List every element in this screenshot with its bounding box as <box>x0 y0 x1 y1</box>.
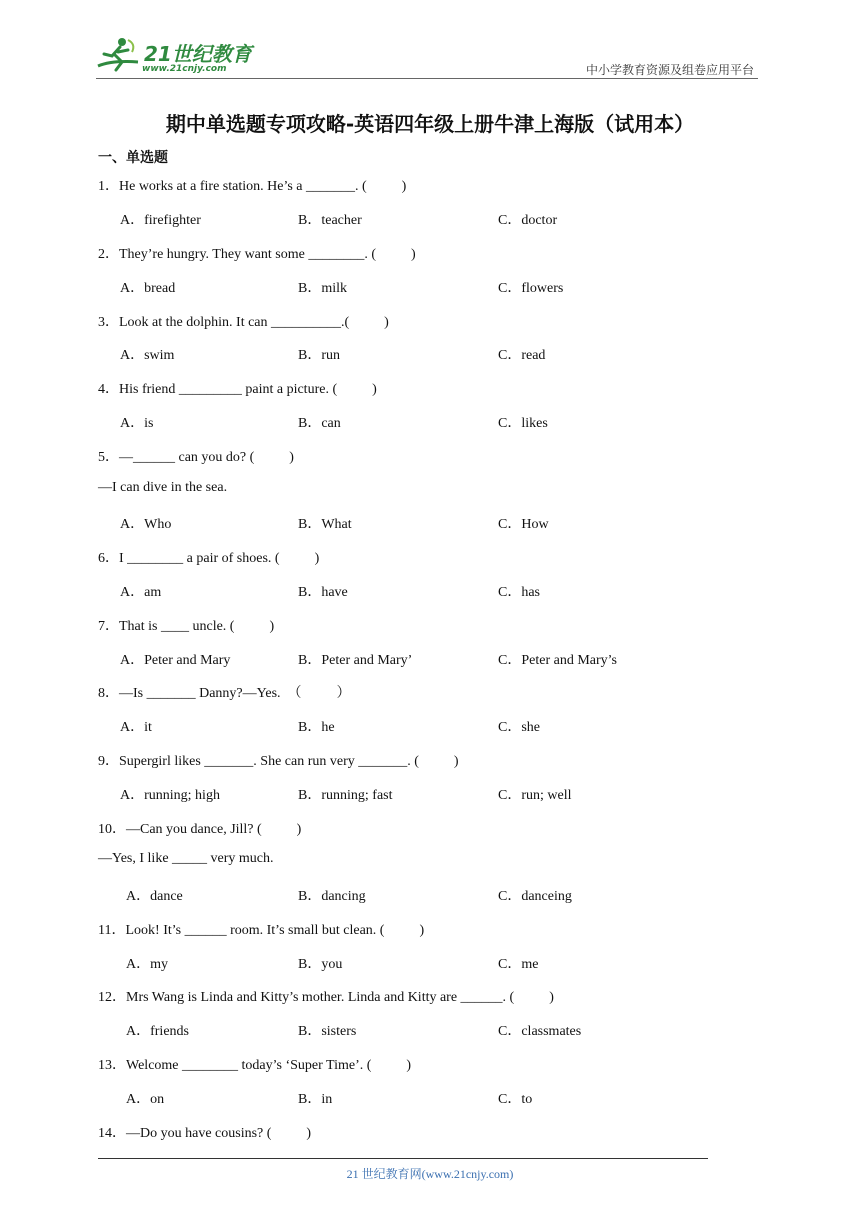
section-heading: 一、单选题 <box>98 150 168 166</box>
option-b: B．milk <box>298 281 348 296</box>
option-b: B．he <box>298 720 335 735</box>
option-c: C．classmates <box>498 1024 582 1039</box>
option-b: B．have <box>298 585 348 600</box>
logo-url: www.21cnjy.com <box>142 64 227 74</box>
question-stem: 2．They’re hungry. They want some ________. ( ) <box>98 247 416 262</box>
option-b: B．What <box>298 517 352 532</box>
question-stem: 6．I ________ a pair of shoes. ( ) <box>98 551 320 566</box>
option-b: B．you <box>298 957 343 972</box>
option-a: A．friends <box>126 1024 189 1039</box>
option-b: B．can <box>298 416 341 431</box>
question-stem: 11．Look! It’s ______ room. It’s small but clean. ( ) <box>98 923 425 938</box>
runner-logo-icon <box>92 36 142 78</box>
question-stem: 7．That is ____ uncle. ( ) <box>98 619 275 634</box>
option-a: A．running; high <box>120 788 220 803</box>
question-stem-line2: —I can dive in the sea. <box>98 480 228 495</box>
option-c: C．she <box>498 720 540 735</box>
option-c: C．has <box>498 585 540 600</box>
option-b: B．teacher <box>298 213 362 228</box>
header-divider <box>96 78 758 79</box>
option-a: A．bread <box>120 281 176 296</box>
page-footer: 21 世纪教育网(www.21cnjy.com) <box>346 1167 514 1181</box>
option-b: B．Peter and Mary’ <box>298 653 413 668</box>
page-title: 期中单选题专项攻略-英语四年级上册牛津上海版（试用本） <box>165 112 695 136</box>
option-c: C．doctor <box>498 213 558 228</box>
option-a: A．it <box>120 720 152 735</box>
question-stem: 1．He works at a fire station. He’s a _______. ( ) <box>98 179 407 194</box>
logo <box>92 36 272 78</box>
option-b: B．dancing <box>298 889 366 904</box>
question-stem: 5．—______ can you do? ( ) <box>98 450 294 465</box>
page-header <box>0 0 860 90</box>
option-a: A．on <box>126 1092 165 1107</box>
option-c: C．to <box>498 1092 533 1107</box>
option-c: C．me <box>498 957 539 972</box>
option-c: C．How <box>498 517 549 532</box>
option-c: C．likes <box>498 416 548 431</box>
question-stem: 13．Welcome ________ today’s ‘Super Time’. ( ) <box>98 1058 412 1073</box>
option-c: C．flowers <box>498 281 564 296</box>
logo-brand: 21世纪教育 <box>144 42 252 66</box>
option-a: A．dance <box>126 889 183 904</box>
option-b: B．in <box>298 1092 333 1107</box>
option-a: A．swim <box>120 348 175 363</box>
header-platform-text: 中小学教育资源及组卷应用平台 <box>585 63 754 77</box>
question-stem: 9．Supergirl likes _______. She can run very _______. ( ) <box>98 754 459 769</box>
option-a: A．firefighter <box>120 213 201 228</box>
question-stem: 4．His friend _________ paint a picture. ( ) <box>98 382 377 397</box>
footer-divider <box>98 1158 708 1159</box>
option-b: B．sisters <box>298 1024 357 1039</box>
question-stem: 3．Look at the dolphin. It can __________.( ) <box>98 315 389 330</box>
option-c: C．Peter and Mary’s <box>498 653 617 668</box>
option-a: A．Who <box>120 517 172 532</box>
option-c: C．read <box>498 348 546 363</box>
option-a: A．is <box>120 416 154 431</box>
question-stem: 8．—Is _______ Danny?—Yes. （ ） <box>98 686 351 701</box>
question-stem-line2: —Yes, I like _____ very much. <box>98 851 274 866</box>
question-stem: 10．—Can you dance, Jill? ( ) <box>98 822 302 837</box>
option-a: A．my <box>126 957 168 972</box>
option-a: A．am <box>120 585 162 600</box>
question-stem: 14．—Do you have cousins? ( ) <box>98 1126 312 1141</box>
option-a: A．Peter and Mary <box>120 653 231 668</box>
question-stem: 12．Mrs Wang is Linda and Kitty’s mother. Linda and Kitty are ______. ( ) <box>98 990 554 1005</box>
option-c: C．run; well <box>498 788 572 803</box>
option-c: C．danceing <box>498 889 572 904</box>
option-b: B．run <box>298 348 340 363</box>
option-b: B．running; fast <box>298 788 393 803</box>
